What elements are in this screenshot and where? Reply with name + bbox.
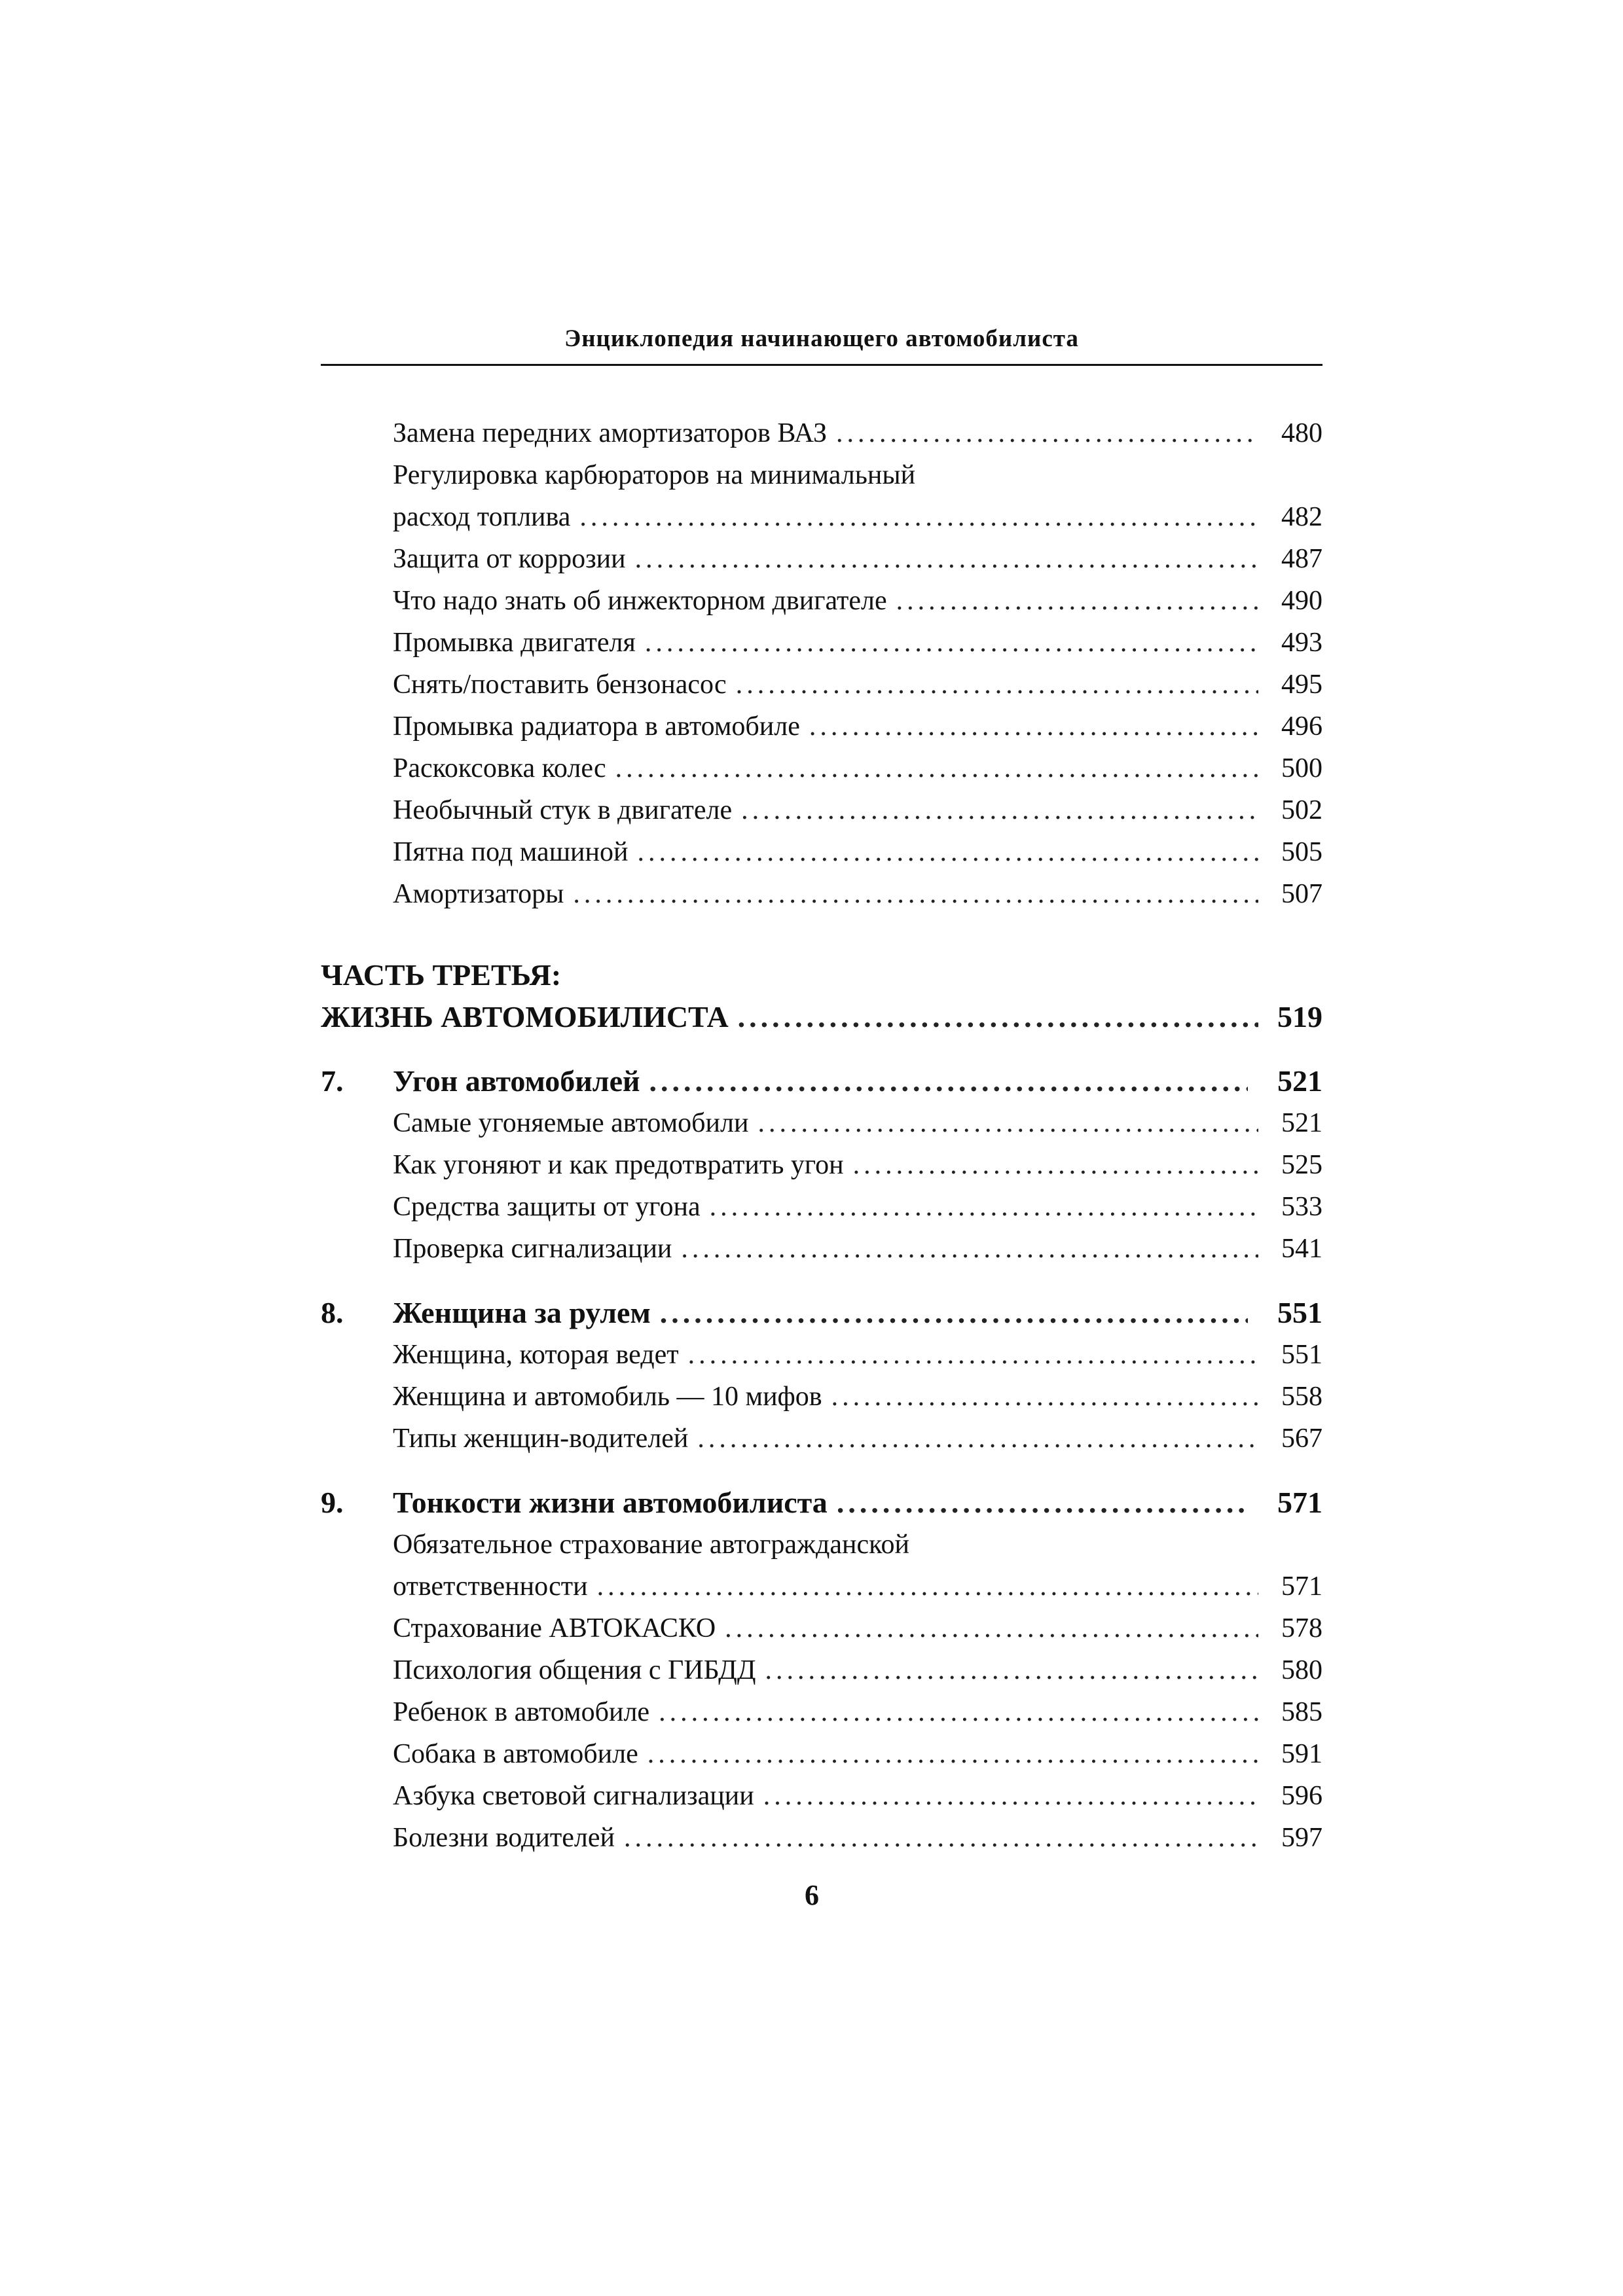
- entry-title: расход топлива: [393, 502, 571, 532]
- top-entries: [321, 412, 1322, 915]
- entry-page: 580: [1281, 1655, 1322, 1685]
- entry-page: 505: [1281, 837, 1322, 867]
- leader-dots: [763, 1775, 1258, 1817]
- chapter-title: Женщина за рулем: [393, 1296, 651, 1329]
- toc-entry[interactable]: [321, 747, 1322, 789]
- part-title-line1: [321, 954, 1322, 996]
- chapter-heading[interactable]: [321, 1292, 1322, 1334]
- entry-title: Средства защиты от угона: [393, 1192, 701, 1222]
- entry-page: 567: [1281, 1424, 1322, 1454]
- leader-dots: [624, 1817, 1258, 1859]
- entry-page: 591: [1281, 1739, 1322, 1769]
- entry-title: Азбука световой сигнализации: [393, 1781, 754, 1811]
- entry-title: Что надо знать об инжекторном двигателе: [393, 586, 887, 616]
- entry-title: Замена передних амортизаторов ВАЗ: [393, 418, 828, 448]
- leader-dots: [579, 496, 1258, 538]
- entry-page: 525: [1281, 1150, 1322, 1180]
- toc-entry[interactable]: [321, 454, 1322, 538]
- entry-page: 502: [1281, 795, 1322, 825]
- entry-title: Собака в автомобиле: [393, 1739, 638, 1769]
- toc-entry[interactable]: [321, 1228, 1322, 1270]
- entry-title-line1: Обязательное страхование автогражданской: [393, 1530, 909, 1560]
- entry-title: ответственности: [393, 1571, 588, 1602]
- leader-dots: [615, 747, 1258, 789]
- chapter-9: [321, 1482, 1322, 1859]
- entry-title: Ребенок в автомобиле: [393, 1697, 650, 1727]
- leader-dots: [809, 706, 1258, 747]
- chapter-title: Тонкости жизни автомобилиста: [393, 1486, 828, 1519]
- table-of-contents: [321, 412, 1322, 1859]
- entry-title-line1: Регулировка карбюраторов на минимальный: [393, 460, 916, 490]
- leader-dots: [645, 622, 1258, 664]
- leader-dots: [597, 1566, 1258, 1607]
- leader-dots: [836, 412, 1258, 454]
- toc-entry[interactable]: [321, 622, 1322, 664]
- part-heading[interactable]: [321, 954, 1322, 1038]
- leader-dots: [765, 1649, 1258, 1691]
- chapter-number: 8.: [321, 1296, 344, 1329]
- leader-dots: [853, 1144, 1258, 1186]
- chapter-8: [321, 1292, 1322, 1460]
- entry-page: 533: [1281, 1192, 1322, 1222]
- leader-dots: [573, 873, 1258, 915]
- header-rule: [321, 364, 1322, 366]
- entry-title: Необычный стук в двигателе: [393, 795, 733, 825]
- toc-entry[interactable]: [321, 664, 1322, 706]
- toc-entry[interactable]: [321, 873, 1322, 915]
- entry-title: Защита от коррозии: [393, 544, 626, 574]
- toc-entry[interactable]: [321, 1418, 1322, 1460]
- entry-page: 507: [1281, 879, 1322, 909]
- leader-dots: [710, 1186, 1258, 1228]
- chapter-number: 9.: [321, 1486, 344, 1519]
- entry-title: Раскоксовка колес: [393, 753, 606, 783]
- toc-entry[interactable]: [321, 1102, 1322, 1144]
- leader-dots: [635, 538, 1258, 580]
- entry-title: Промывка радиатора в автомобиле: [393, 711, 800, 742]
- entry-page: 493: [1281, 628, 1322, 658]
- leader-dots: [697, 1418, 1258, 1460]
- toc-entry[interactable]: [321, 1607, 1322, 1649]
- entry-page: 480: [1281, 418, 1322, 448]
- entry-title: Как угоняют и как предотвратить угон: [393, 1150, 844, 1180]
- leader-dots: [738, 996, 1258, 1038]
- entry-title: Промывка двигателя: [393, 628, 636, 658]
- toc-entry[interactable]: [321, 1775, 1322, 1817]
- entry-page: 596: [1281, 1781, 1322, 1811]
- part-title: ЖИЗНЬ АВТОМОБИЛИСТА: [321, 1000, 729, 1033]
- toc-entry[interactable]: [321, 1524, 1322, 1607]
- toc-entry[interactable]: [321, 1691, 1322, 1733]
- entry-page: 597: [1281, 1823, 1322, 1853]
- entry-page: 490: [1281, 586, 1322, 616]
- part-title-line2: [321, 996, 1322, 1038]
- leader-dots: [688, 1334, 1258, 1376]
- leader-dots: [681, 1228, 1258, 1270]
- entry-page: 487: [1281, 544, 1322, 574]
- toc-entry[interactable]: [321, 580, 1322, 622]
- entry-page: 482: [1281, 502, 1322, 532]
- chapter-page: 551: [1277, 1296, 1322, 1329]
- leader-dots: [637, 831, 1258, 873]
- toc-entry[interactable]: [321, 538, 1322, 580]
- leader-dots: [741, 789, 1258, 831]
- part-label: ЧАСТЬ ТРЕТЬЯ:: [321, 958, 562, 992]
- chapter-title: Угон автомобилей: [393, 1064, 640, 1098]
- chapter-heading[interactable]: [321, 1482, 1322, 1524]
- leader-dots: [757, 1102, 1258, 1144]
- toc-entry[interactable]: [321, 789, 1322, 831]
- toc-entry[interactable]: [321, 1817, 1322, 1859]
- page-number: 6: [805, 1879, 819, 1911]
- entry-title: Пятна под машиной: [393, 837, 629, 867]
- chapter-page: 521: [1277, 1064, 1322, 1098]
- entry-title: Самые угоняемые автомобили: [393, 1108, 749, 1138]
- toc-entry[interactable]: [321, 706, 1322, 747]
- entry-title: Женщина, которая ведет: [393, 1340, 679, 1370]
- entry-title: Типы женщин-водителей: [393, 1424, 689, 1454]
- toc-entry[interactable]: [321, 1144, 1322, 1186]
- entry-title: Снять/поставить бензонасос: [393, 670, 727, 700]
- entry-page: 585: [1281, 1697, 1322, 1727]
- leader-dots: [896, 580, 1258, 622]
- entry-page: 571: [1281, 1571, 1322, 1602]
- toc-entry[interactable]: [321, 412, 1322, 454]
- entry-title: Психология общения с ГИБДД: [393, 1655, 756, 1685]
- toc-entry[interactable]: [321, 1733, 1322, 1775]
- leader-dots: [659, 1691, 1258, 1733]
- entry-title: Страхование АВТОКАСКО: [393, 1613, 716, 1643]
- running-head: Энциклопедия начинающего автомобилиста: [564, 325, 1079, 352]
- chapter-7: [321, 1060, 1322, 1270]
- chapter-page: 571: [1277, 1486, 1322, 1519]
- entry-page: 500: [1281, 753, 1322, 783]
- entry-title: Болезни водителей: [393, 1823, 615, 1853]
- entry-title: Амортизаторы: [393, 879, 564, 909]
- leader-dots: [647, 1733, 1258, 1775]
- entry-title: Проверка сигнализации: [393, 1234, 672, 1264]
- toc-entry[interactable]: [321, 1186, 1322, 1228]
- entry-page: 551: [1281, 1340, 1322, 1370]
- leader-dots: [660, 1292, 1248, 1334]
- toc-entry[interactable]: [321, 1376, 1322, 1418]
- leader-dots: [725, 1607, 1258, 1649]
- chapter-heading[interactable]: [321, 1060, 1322, 1102]
- part-page: 519: [1277, 1000, 1322, 1033]
- leader-dots: [649, 1060, 1248, 1102]
- leader-dots: [736, 664, 1258, 706]
- entry-page: 521: [1281, 1108, 1322, 1138]
- leader-dots: [831, 1376, 1258, 1418]
- toc-entry[interactable]: [321, 831, 1322, 873]
- entry-title: Женщина и автомобиль — 10 мифов: [393, 1382, 822, 1412]
- toc-entry[interactable]: [321, 1649, 1322, 1691]
- chapter-number: 7.: [321, 1064, 344, 1098]
- entry-page: 558: [1281, 1382, 1322, 1412]
- entry-page: 578: [1281, 1613, 1322, 1643]
- entry-page: 541: [1281, 1234, 1322, 1264]
- entry-page: 496: [1281, 711, 1322, 742]
- entry-page: 495: [1281, 670, 1322, 700]
- toc-entry[interactable]: [321, 1334, 1322, 1376]
- leader-dots: [837, 1482, 1248, 1524]
